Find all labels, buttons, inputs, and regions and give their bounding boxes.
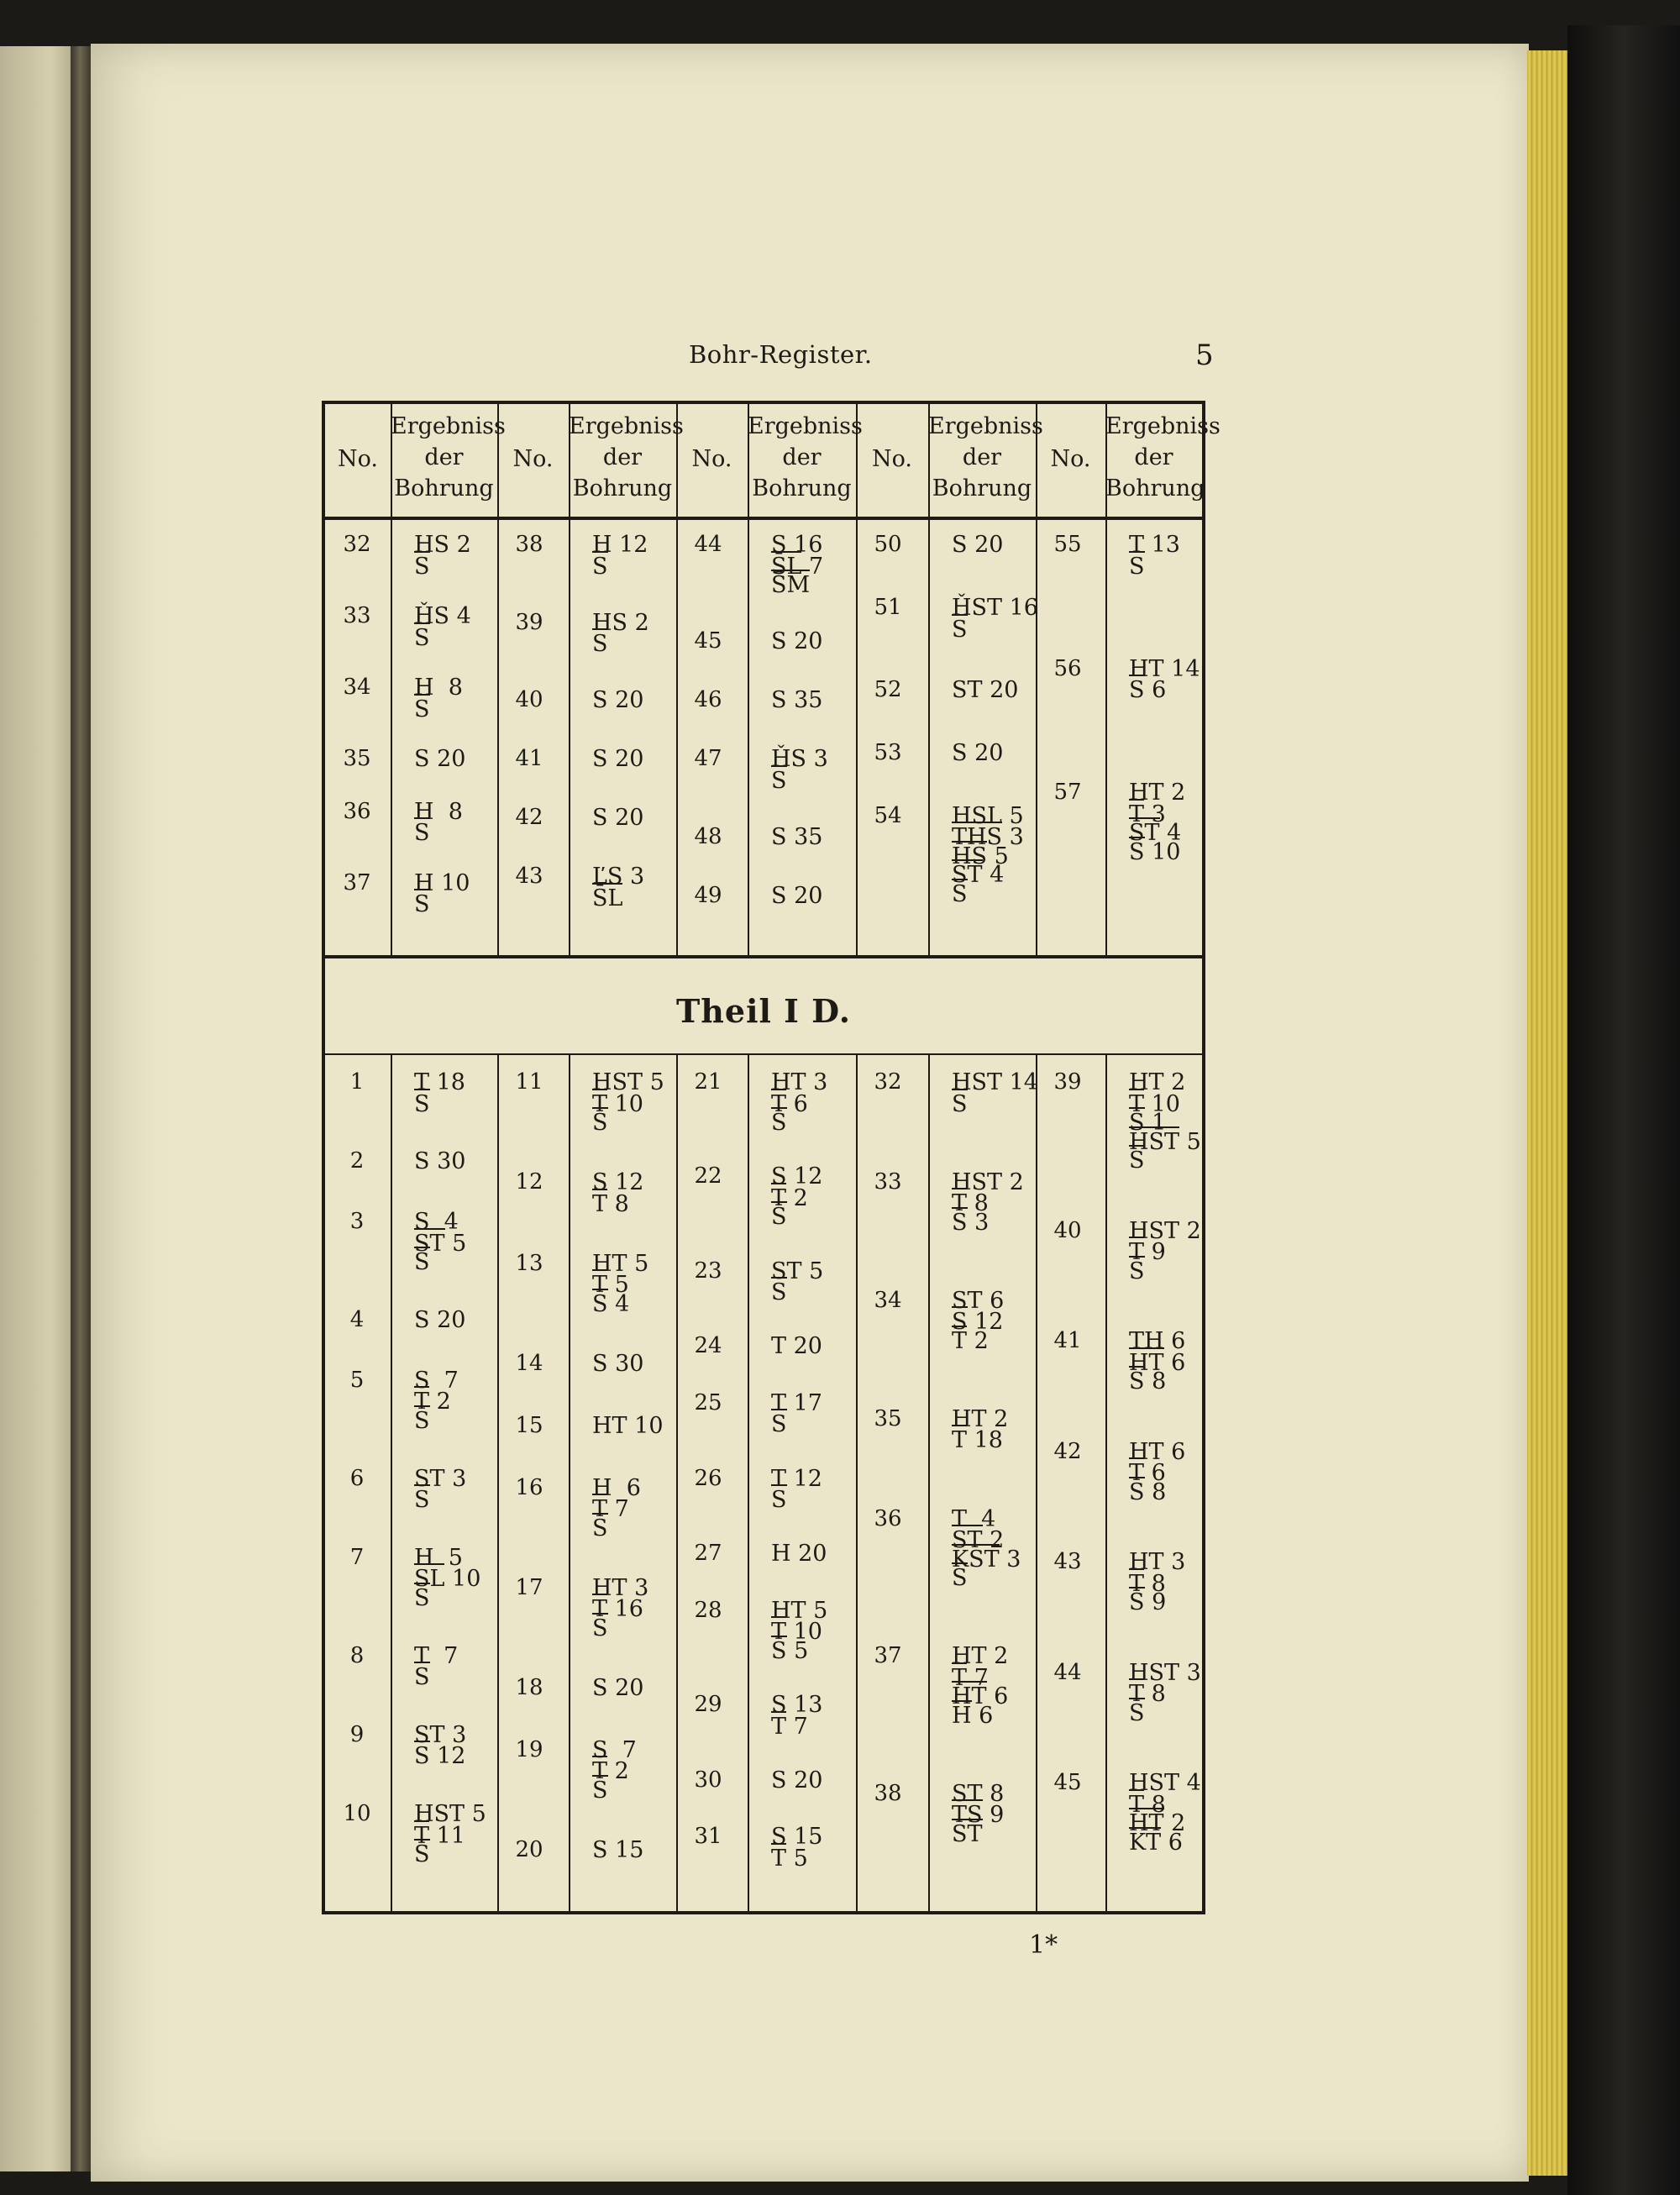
column-rule — [748, 1054, 749, 1911]
page-number: 5 — [1195, 339, 1214, 372]
boring-result: H 8 — [414, 675, 463, 701]
boring-result: T 13 — [1129, 532, 1180, 558]
register-number: 40 — [515, 687, 543, 713]
register-number: 38 — [874, 1780, 902, 1806]
register-number: 5 — [349, 1367, 365, 1393]
boring-result: HT 10 — [592, 1412, 664, 1439]
register-number: 26 — [694, 1465, 722, 1491]
boring-result: S — [592, 1775, 615, 1804]
column-rule — [1105, 1054, 1107, 1911]
register-number: 37 — [343, 869, 371, 895]
boring-result: HST 5 — [592, 1069, 664, 1095]
register-number: 54 — [874, 802, 902, 828]
boring-result: T 10 — [771, 1616, 822, 1645]
boring-result: H 6 — [592, 1474, 641, 1501]
register-number: 35 — [343, 746, 371, 772]
boring-result: S — [952, 614, 974, 643]
boring-result: S 20 — [592, 1674, 644, 1701]
boring-result: T 2 — [952, 1326, 989, 1354]
register-number: 44 — [1053, 1659, 1082, 1685]
boring-result: S 20 — [771, 1767, 823, 1793]
boring-result: T 3 — [1129, 799, 1166, 827]
register-number: 7 — [349, 1544, 365, 1570]
section-rule-top — [325, 955, 1202, 958]
boring-result: S — [414, 622, 437, 651]
register-number: 32 — [343, 532, 371, 557]
boring-result: S — [1129, 1256, 1152, 1284]
register-number: 39 — [1053, 1069, 1082, 1095]
register-number: 52 — [874, 676, 902, 702]
boring-result: S 9 — [1129, 1587, 1166, 1615]
boring-result: S — [952, 1562, 974, 1591]
boring-result: S 12 — [592, 1169, 644, 1196]
boring-result: H 20 — [771, 1541, 827, 1567]
register-number: 12 — [515, 1169, 543, 1195]
boring-result: ST 2 — [952, 1525, 1004, 1553]
register-number: 36 — [343, 798, 371, 824]
column-rule — [569, 1054, 570, 1911]
boring-result: ȞST 16 — [952, 595, 1038, 622]
boring-result: S 12 — [952, 1306, 1003, 1335]
header-result: Ergebniss der Bohrung — [391, 413, 506, 501]
column-rule — [391, 1054, 392, 1911]
boring-result: S 3 — [952, 1207, 989, 1236]
register-number: 27 — [694, 1541, 722, 1567]
boring-result: TS 9 — [952, 1799, 1004, 1828]
register-number: 18 — [515, 1674, 543, 1700]
register-number: 6 — [349, 1465, 365, 1491]
boring-result: S — [1129, 551, 1152, 580]
boring-result: HT 5 — [592, 1250, 649, 1277]
boring-result: S — [1129, 1145, 1152, 1174]
boring-result: HS 2 — [592, 609, 649, 636]
boring-result: S — [592, 1107, 615, 1136]
register-number: 35 — [874, 1405, 902, 1431]
header-result: Ergebniss der Bohrung — [928, 413, 1043, 501]
register-number: 16 — [515, 1474, 543, 1500]
register-number: 19 — [515, 1736, 543, 1762]
boring-result: ȞS 4 — [414, 603, 471, 630]
boring-result: ĽS 3 — [592, 864, 645, 890]
boring-result: T 8 — [1129, 1568, 1166, 1597]
boring-result: S — [771, 1107, 794, 1136]
column-rule — [856, 404, 858, 957]
boring-result: S 20 — [592, 805, 644, 832]
register-number: 41 — [515, 746, 543, 772]
boring-result: S — [592, 1513, 615, 1541]
boring-result: S — [592, 1613, 615, 1641]
boring-result: S — [771, 1201, 794, 1230]
register-number: 53 — [874, 739, 902, 765]
boring-result: T 11 — [414, 1820, 465, 1849]
boring-result: S 20 — [414, 1306, 466, 1333]
boring-result: H 6 — [952, 1700, 993, 1729]
register-number: 21 — [694, 1069, 722, 1095]
boring-result: HST 14 — [952, 1069, 1038, 1095]
boring-result: KT 6 — [1129, 1827, 1183, 1856]
register-number: 42 — [1053, 1438, 1082, 1464]
boring-result: S — [414, 889, 437, 917]
boring-result: T 2 — [771, 1183, 808, 1211]
register-number: 23 — [694, 1258, 722, 1284]
register-number: 15 — [515, 1412, 543, 1438]
column-rule — [676, 1054, 678, 1911]
boring-result: T 8 — [1129, 1678, 1166, 1707]
boring-result: S 1 — [1129, 1107, 1166, 1136]
boring-result: S — [414, 1089, 437, 1117]
boring-result: T 4 — [952, 1505, 996, 1532]
boring-result: HT 3 — [771, 1069, 828, 1095]
header-no: No. — [338, 446, 378, 472]
column-rule — [1036, 1054, 1037, 1911]
boring-result: HT 2 — [1129, 1808, 1185, 1836]
register-number: 4 — [349, 1306, 365, 1332]
boring-result: S 12 — [771, 1163, 823, 1190]
boring-result: ȞS 3 — [771, 746, 828, 773]
section-rule-bottom — [325, 1053, 1202, 1055]
boring-result: HT 2 — [1129, 1069, 1186, 1095]
boring-result: S 7 — [414, 1367, 459, 1394]
boring-result: HST 2 — [1129, 1217, 1201, 1244]
register-number: 38 — [515, 532, 543, 557]
boring-result: ST 4 — [952, 859, 1004, 888]
boring-result: T 12 — [771, 1465, 822, 1492]
boring-result: KST 3 — [952, 1544, 1021, 1573]
register-number: 22 — [694, 1163, 722, 1189]
register-number: 34 — [874, 1287, 902, 1313]
register-number: 42 — [515, 805, 543, 831]
boring-result: T 18 — [952, 1425, 1003, 1453]
boring-result: S — [1129, 1698, 1152, 1726]
boring-result: ST 20 — [952, 676, 1019, 703]
column-rule — [676, 404, 678, 957]
boring-result: S 10 — [1129, 837, 1180, 865]
boring-result: S 20 — [592, 746, 644, 773]
register-number: 41 — [1053, 1328, 1082, 1353]
gilt-page-edges — [1527, 50, 1567, 2176]
boring-result: T 10 — [592, 1089, 643, 1117]
boring-result: H 8 — [414, 798, 463, 825]
boring-result: S — [771, 1277, 794, 1305]
boring-result: SL 10 — [414, 1563, 480, 1592]
register-number: 34 — [343, 675, 371, 701]
register-number: 39 — [515, 609, 543, 635]
boring-result: ST 8 — [952, 1780, 1005, 1807]
register-number: 2 — [349, 1148, 365, 1174]
boring-result: ST 5 — [771, 1258, 824, 1284]
register-number: 40 — [1053, 1217, 1082, 1243]
register-number: 45 — [1053, 1770, 1082, 1795]
boring-result: HT 3 — [1129, 1549, 1186, 1575]
boring-result: T 7 — [592, 1494, 629, 1522]
boring-result: S 35 — [771, 823, 823, 850]
boring-result: S 4 — [414, 1209, 459, 1236]
boring-result: HT 14 — [1129, 655, 1200, 682]
boring-result: S — [592, 628, 615, 657]
header-no: No. — [512, 446, 554, 472]
register-number: 46 — [694, 687, 722, 713]
boring-result: H 12 — [592, 532, 648, 558]
boring-result: HT 3 — [592, 1574, 649, 1601]
boring-result: T 6 — [1129, 1457, 1166, 1486]
boring-result: S 20 — [952, 739, 1004, 766]
register-number: 10 — [343, 1801, 371, 1827]
boring-result: T 6 — [771, 1089, 808, 1117]
boring-result: S 4 — [592, 1289, 629, 1317]
boring-result: T 7 — [771, 1711, 808, 1740]
register-number: 43 — [1053, 1549, 1082, 1574]
boring-result: ST 5 — [414, 1228, 466, 1257]
register-number: 28 — [694, 1597, 722, 1623]
boring-result: H 5 — [414, 1544, 463, 1571]
boring-result: HST 5 — [414, 1801, 486, 1828]
boring-result: T 8 — [952, 1188, 989, 1216]
register-number: 29 — [694, 1692, 722, 1718]
column-rule — [497, 404, 499, 957]
boring-result: ST — [952, 1819, 990, 1847]
boring-result: S 15 — [771, 1824, 823, 1851]
column-rule — [856, 1054, 858, 1911]
boring-result: S 20 — [771, 628, 823, 655]
boring-result: T 7 — [414, 1642, 459, 1669]
boring-result: S 15 — [592, 1836, 644, 1863]
boring-result: S — [414, 1247, 437, 1275]
boring-result: T 18 — [414, 1069, 465, 1095]
boring-result: S — [414, 1662, 437, 1690]
book-cover — [1567, 25, 1680, 2195]
boring-result: HST 4 — [1129, 1770, 1201, 1796]
register-number: 57 — [1053, 780, 1082, 806]
register-number: 36 — [874, 1505, 902, 1531]
boring-result: S 13 — [771, 1692, 823, 1719]
boring-result: HST 5 — [1129, 1126, 1201, 1155]
boring-result: HS 2 — [414, 532, 471, 558]
boring-result: HT 6 — [1129, 1347, 1185, 1376]
boring-result: S 7 — [592, 1736, 637, 1763]
boring-result: S̄L — [592, 883, 630, 911]
boring-result: S — [771, 765, 794, 794]
boring-result: S — [771, 1484, 794, 1513]
boring-result: THS 3 — [952, 822, 1024, 850]
register-number: 33 — [343, 603, 371, 629]
boring-result: TH 6 — [1129, 1328, 1186, 1354]
boring-result: S — [952, 1089, 974, 1117]
boring-result: T 7 — [952, 1662, 989, 1691]
boring-result: S 20 — [771, 882, 823, 909]
boring-result: HS 5 — [952, 841, 1009, 869]
boring-result: T 16 — [592, 1594, 643, 1622]
register-number: 8 — [349, 1642, 365, 1668]
signature-mark: 1* — [1029, 1930, 1058, 1960]
boring-result: T 20 — [771, 1333, 822, 1360]
register-number: 25 — [694, 1389, 722, 1415]
boring-result: ST 6 — [952, 1287, 1005, 1314]
boring-result: S — [771, 1409, 794, 1437]
boring-result: HT 6 — [1129, 1438, 1186, 1465]
register-number: 11 — [515, 1069, 543, 1095]
boring-result: S 8 — [1129, 1366, 1166, 1394]
bohr-register-table — [322, 401, 1221, 1914]
register-number: 1 — [349, 1069, 365, 1095]
boring-result: T 8 — [1129, 1789, 1166, 1818]
column-rule — [497, 1054, 499, 1911]
boring-result: S 20 — [592, 687, 644, 714]
boring-result: T 5 — [771, 1843, 808, 1872]
header-result: Ergebniss der Bohrung — [569, 413, 684, 501]
register-number: 20 — [515, 1836, 543, 1862]
register-number: 13 — [515, 1250, 543, 1276]
boring-result: HT 2 — [1129, 780, 1186, 806]
boring-result: T 8 — [592, 1189, 629, 1217]
header-rule — [325, 517, 1202, 520]
boring-result: S 35 — [771, 687, 823, 714]
register-number: 31 — [694, 1824, 722, 1850]
boring-result: S — [414, 1583, 437, 1611]
boring-result: T 2 — [592, 1756, 629, 1784]
boring-result: S 20 — [414, 746, 466, 773]
register-number: 30 — [694, 1767, 722, 1793]
register-number: 45 — [694, 628, 722, 654]
register-number: 56 — [1053, 655, 1082, 681]
boring-result: T 10 — [1129, 1089, 1180, 1117]
boring-result: S — [414, 1405, 437, 1434]
register-number: 14 — [515, 1350, 543, 1376]
register-number: 33 — [874, 1168, 902, 1195]
register-number: 3 — [349, 1209, 365, 1235]
boring-result: HSL 5 — [952, 802, 1024, 829]
boring-result: HT 5 — [771, 1597, 828, 1624]
boring-result: S 5 — [771, 1636, 808, 1664]
boring-result: S̄L 7 — [771, 551, 823, 580]
boring-result: ST 3 — [414, 1465, 467, 1492]
boring-result: H 10 — [414, 869, 470, 896]
boring-result: HT 2 — [952, 1405, 1009, 1432]
boring-result: S — [414, 694, 437, 722]
register-number: 51 — [874, 595, 902, 621]
running-head: Bohr-Register. — [689, 340, 873, 369]
boring-result: S 8 — [1129, 1477, 1166, 1505]
register-number: 9 — [349, 1721, 365, 1747]
boring-result: S 30 — [414, 1148, 466, 1175]
boring-result: S 20 — [952, 532, 1004, 558]
boring-result: HST 3 — [1129, 1659, 1201, 1686]
register-number: 47 — [694, 746, 722, 772]
boring-result: T 2 — [414, 1386, 451, 1415]
header-no: No. — [691, 446, 732, 472]
boring-result: S̄M — [771, 570, 817, 598]
column-rule — [1036, 404, 1037, 957]
header-result: Ergebniss der Bohrung — [1105, 413, 1221, 501]
register-number: 37 — [874, 1643, 902, 1669]
column-rule — [928, 1054, 930, 1911]
boring-result: S — [592, 551, 615, 580]
boring-result: T 5 — [592, 1269, 629, 1298]
register-number: 24 — [694, 1333, 722, 1359]
register-number: 48 — [694, 823, 722, 849]
register-number: 49 — [694, 882, 722, 908]
boring-result: S 16 — [771, 532, 823, 558]
boring-result: HST 2 — [952, 1168, 1024, 1195]
boring-result: HT 6 — [952, 1681, 1008, 1709]
boring-result: S — [414, 551, 437, 580]
register-number: 55 — [1053, 532, 1082, 557]
boring-result: S — [952, 879, 974, 907]
boring-result: ST 3 — [414, 1721, 467, 1748]
header-no: No. — [1050, 446, 1091, 472]
boring-result: ST 4 — [1129, 817, 1181, 846]
header-no: No. — [872, 446, 912, 472]
register-number: 43 — [515, 864, 543, 890]
boring-result: S 30 — [592, 1350, 644, 1377]
register-number: 50 — [874, 532, 902, 557]
boring-result: T 17 — [771, 1389, 822, 1416]
boring-result: S 6 — [1129, 675, 1166, 703]
boring-result: S — [414, 1484, 437, 1513]
boring-result: S 12 — [414, 1741, 465, 1769]
register-number: 17 — [515, 1574, 543, 1600]
boring-result: S — [414, 817, 437, 846]
boring-result: T 9 — [1129, 1237, 1166, 1265]
section-title: Theil I D. — [675, 992, 851, 1030]
boring-result: HT 2 — [952, 1643, 1009, 1670]
boring-result: S — [414, 1839, 437, 1867]
register-number: 32 — [874, 1069, 902, 1095]
register-number: 44 — [694, 532, 722, 557]
header-result: Ergebniss der Bohrung — [748, 413, 863, 501]
